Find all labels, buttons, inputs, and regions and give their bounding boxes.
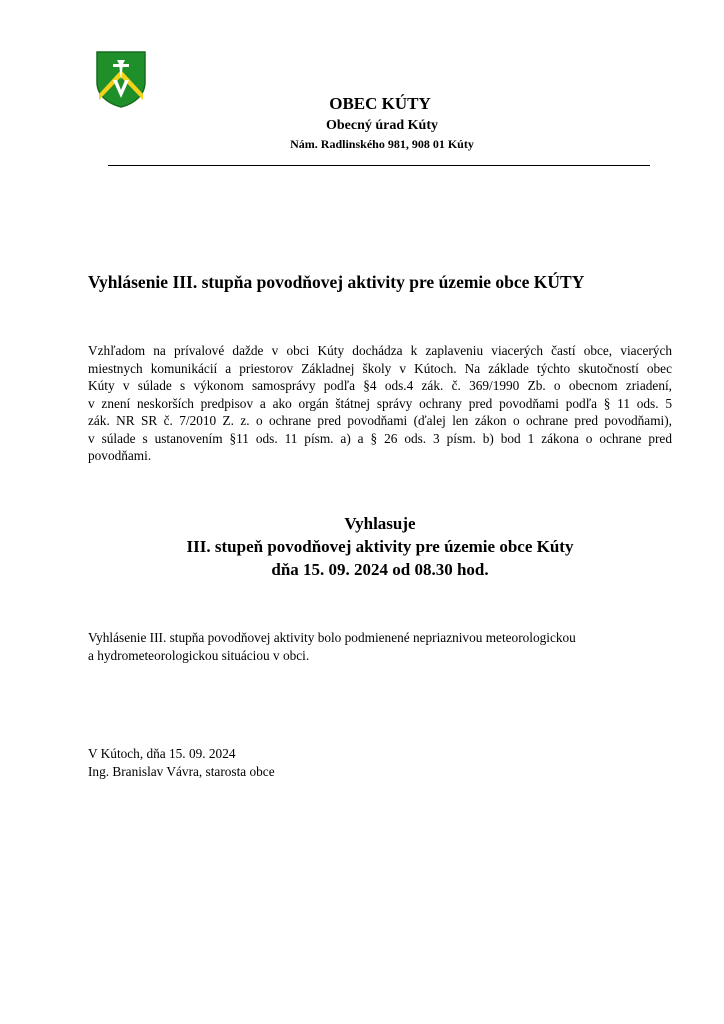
office-name: Obecný úrad Kúty bbox=[325, 118, 438, 133]
office-address: Nám. Radlinského 981, 908 01 Kúty bbox=[290, 137, 474, 151]
intro-line: Vzhľadom na prívalové dažde v obci Kúty dochádza k zaplaveniu viacerých častí obce, viacerých bbox=[88, 343, 672, 358]
signatory: Ing. Branislav Vávra, starosta obce bbox=[88, 764, 275, 779]
condition-paragraph bbox=[88, 629, 672, 664]
intro-line: v súlade s ustanovením §11 ods. 11 písm. a) a § 26 ods. 3 písm. b) bod 1 zákona o ochrane pred bbox=[88, 430, 672, 446]
declaration-date: dňa 15. 09. 2024 od 08.30 hod. bbox=[271, 560, 489, 579]
intro-line: miestnych komunikácií a priestorov Základnej školy v Kútoch. Na základe týchto skutočností obec bbox=[88, 360, 672, 376]
crest-white-bar bbox=[113, 64, 129, 67]
intro-line: zák. NR SR č. 7/2010 Z. z. o ochrane pred povodňami (ďalej len zákon o ochrane pred povodňami), bbox=[88, 413, 672, 428]
condition-line: Vyhlásenie III. stupňa povodňovej aktivity bolo podmienené nepriaznivou meteorologickou bbox=[88, 630, 576, 645]
intro-line: povodňami. bbox=[88, 448, 152, 463]
document-heading: Vyhlásenie III. stupňa povodňovej aktivity pre územie obce KÚTY bbox=[88, 272, 585, 292]
condition-line: a hydrometeorologickou situáciou v obci. bbox=[88, 647, 310, 663]
municipality-title: OBEC KÚTY bbox=[329, 94, 431, 113]
declaration-subject: III. stupeň povodňovej aktivity pre územie obce Kúty bbox=[186, 537, 574, 556]
intro-line: v znení neskorších predpisov a ako orgán štátnej správy ochrany pred povodňami podľa § 11 ods. 5 bbox=[88, 395, 672, 411]
intro-line: Kúty v súlade s výkonom samosprávy podľa §4 ods.4 zák. č. 369/1990 Zb. o obecnom zriadení, bbox=[88, 378, 672, 393]
header-divider bbox=[108, 165, 650, 166]
place-date: V Kútoch, dňa 15. 09. 2024 bbox=[88, 746, 236, 761]
declaration-verb: Vyhlasuje bbox=[344, 514, 416, 533]
intro-paragraph bbox=[88, 342, 672, 465]
